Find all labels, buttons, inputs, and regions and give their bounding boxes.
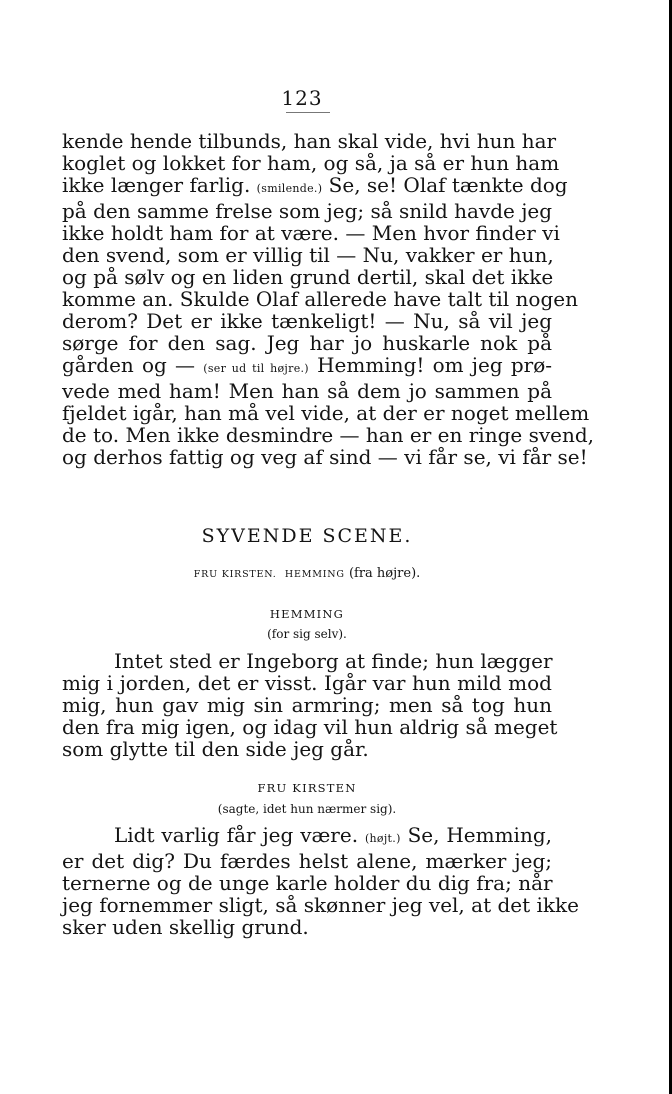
text-line: og derhos fattig og veg af sind — vi får se, vi får se! [62,445,588,469]
text-line: derom? Det er ikke tænkeligt! — Nu, så vil jeg [62,309,552,333]
cast-member: HEMMING [284,569,345,580]
text-line: fjeldet igår, han må vel vide, at der er noget mellem [62,401,590,425]
stage-direction-inline: (smilende.) [256,182,323,195]
scene-cast [0,566,614,581]
text-line: mig, hun gav mig sin armring; men så tog hun [62,693,552,717]
text-line: ikke holdt ham for at være. — Men hvor finder vi [62,221,560,245]
text-line: komme an. Skulde Olaf allerede have talt til nogen [62,287,578,311]
text-line: Intet sted er Ingeborg at finde; hun lægger [114,649,553,673]
text-line: den fra mig igen, og idag vil hun aldrig så meget [62,715,558,739]
text-line: den svend, som er villig til — Nu, vakker er hun, [62,243,554,267]
text-line: sørge for den sag. Jeg har jo huskarle nok på [62,331,552,355]
page-number-rule [286,112,330,113]
page-number: 123 [281,86,323,110]
stage-direction-inline: (højt.) [364,832,401,845]
text-line: Lidt varlig får jeg være. (højt.) Se, Hemming, [114,823,552,847]
speech-paragraph [62,649,558,761]
text-line: som glytte til den side jeg går. [62,737,369,761]
text-line: ikke længer farlig. (smilende.) Se, se! Olaf tænkte dog [62,173,568,197]
stage-direction: (for sig selv). [267,627,347,641]
text-line: mig i jorden, det er visst. Igår var hun mild mod [62,671,552,695]
text-line: ternerne og de unge karle holder du dig fra; når [62,871,553,895]
text-line: sker uden skellig grund. [62,915,309,939]
text-line: vede med ham! Men han så dem jo sammen på [62,379,552,403]
cast-member: FRU KIRSTEN. [193,569,277,580]
speaker-name: FRU KIRSTEN [257,781,357,795]
continuation-paragraph [62,129,595,469]
text-line: kende hende tilbunds, han skal vide, hvi hun har [62,129,557,153]
text-line: gården og — (ser ud til højre.) Hemming! om jeg prø- [62,353,552,377]
text-line: koglet og lokket for ham, og så, ja så er hun ham [62,151,560,175]
stage-direction: (sagte, idet hun nærmer sig). [217,802,397,816]
text-line: jeg fornemmer sligt, så skønner jeg vel, at det ikke [62,893,579,917]
stage-direction-inline: (ser ud til højre.) [203,362,309,375]
speaker-name: HEMMING [269,607,345,621]
speech-paragraph [62,823,579,939]
cast-direction: (fra højre). [348,566,421,581]
text-line: på den samme frelse som jeg; så snild havde jeg [62,199,553,223]
scene-title: SYVENDE SCENE. [201,525,413,547]
text-line: de to. Men ikke desmindre — han er en ringe svend, [62,423,595,447]
text-line: og på sølv og en liden grund dertil, skal det ikke [62,265,554,289]
text-line: er det dig? Du færdes helst alene, mærker jeg; [62,849,552,873]
